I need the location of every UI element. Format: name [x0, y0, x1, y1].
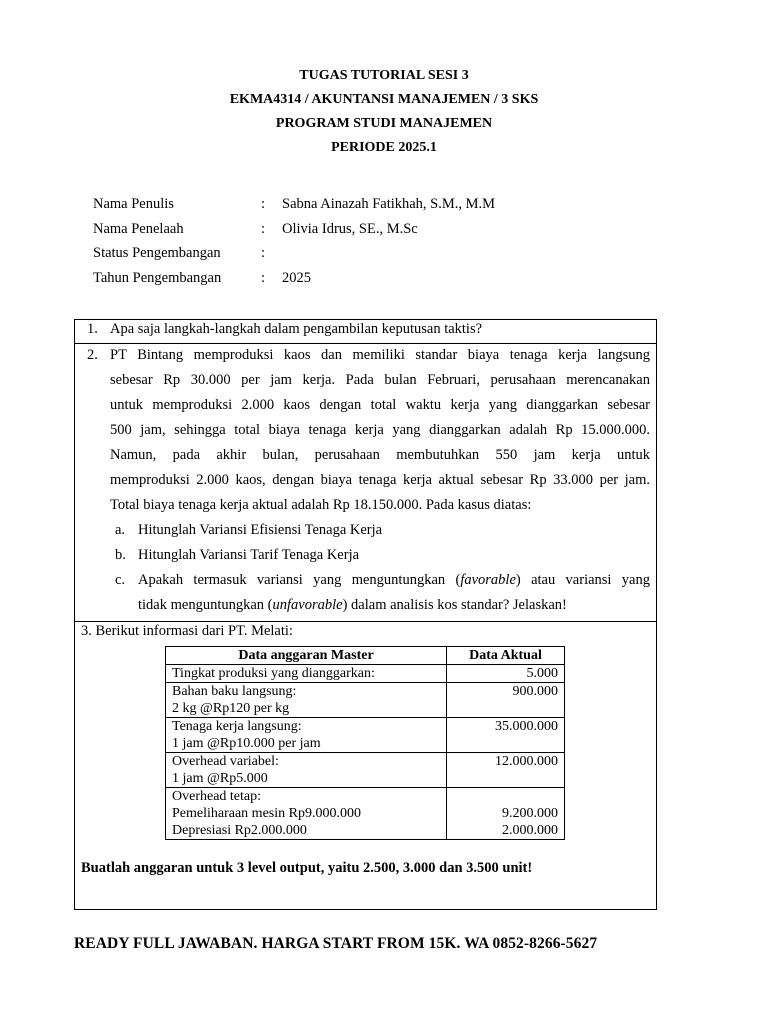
- table-cell: [166, 753, 447, 788]
- table-row: [166, 753, 565, 788]
- table-row: [166, 665, 565, 683]
- info-value: 2025: [282, 269, 311, 286]
- cell-line: 1 jam @Rp5.000: [172, 771, 268, 786]
- sub-text: Hitunglah Variansi Efisiensi Tenaga Kerja: [138, 522, 383, 538]
- sub-text: [138, 568, 650, 593]
- document-header: [0, 66, 768, 162]
- cell-line: [453, 788, 558, 805]
- column-header: Data anggaran Master: [166, 647, 447, 665]
- question-3-heading: 3. Berikut informasi dari PT. Melati:: [81, 623, 293, 639]
- info-colon: :: [261, 196, 266, 212]
- info-label: Nama Penelaah: [93, 220, 184, 237]
- info-value: Sabna Ainazah Fatikhah, S.M., M.M: [282, 196, 496, 212]
- table-cell: [166, 683, 447, 718]
- info-row-writer: [93, 194, 693, 219]
- cell-line: Bahan baku langsung:: [172, 684, 297, 699]
- question-line: sebesar Rp 30.000 per jam kerja. Pada bulan Februari, perusahaan merencanakan: [110, 372, 650, 388]
- question-number: 1.: [87, 321, 98, 337]
- info-colon: :: [261, 269, 266, 286]
- questions-box: [74, 319, 657, 910]
- table-cell: 900.000: [447, 683, 565, 718]
- sub-label: b.: [115, 547, 126, 563]
- question-3-task: Buatlah anggaran untuk 3 level output, yaitu 2.500, 3.000 dan 3.500 unit!: [81, 860, 533, 876]
- question-line: Namun, pada akhir bulan, perusahaan membutuhkan 550 jam kerja untuk: [110, 447, 650, 463]
- unfavorable-term: unfavorable: [272, 597, 343, 613]
- info-label: Tahun Pengembangan: [93, 269, 222, 286]
- table-cell: [166, 718, 447, 753]
- title-line-3: PROGRAM STUDI MANAJEMEN: [275, 116, 493, 131]
- author-info: [93, 194, 693, 292]
- info-row-year: [93, 268, 693, 293]
- cell-line: Pemeliharaan mesin Rp9.000.000: [172, 806, 361, 821]
- question-1: [75, 320, 656, 344]
- table-header-row: [166, 647, 565, 665]
- info-value: Olivia Idrus, SE., M.Sc: [282, 220, 418, 237]
- info-label: Nama Penulis: [93, 196, 174, 212]
- question-line: Total biaya tenaga kerja aktual adalah Rp 18.150.000. Pada kasus diatas:: [110, 497, 532, 513]
- cell-line: 2 kg @Rp120 per kg: [172, 701, 290, 716]
- info-label: Status Pengembangan: [93, 245, 221, 261]
- column-header: Data Aktual: [447, 647, 565, 665]
- sub-text-part: ) atau variansi yang: [515, 572, 650, 588]
- question-2-body: [110, 343, 650, 518]
- info-row-reviewer: [93, 219, 693, 244]
- table-row: [166, 788, 565, 840]
- table-row: [166, 718, 565, 753]
- cell-line: 2.000.000: [502, 823, 558, 838]
- question-line: untuk memproduksi 2.000 kaos dengan total waktu kerja yang dianggarkan sebesar: [110, 397, 650, 413]
- sub-label: c.: [115, 572, 126, 588]
- table-cell: 12.000.000: [447, 753, 565, 788]
- budget-table: [165, 646, 565, 840]
- question-line: 500 jam, sehingga total biaya tenaga kerja yang dianggarkan adalah Rp 15.000.000.: [110, 422, 650, 438]
- info-colon: :: [261, 245, 266, 261]
- table-row: [166, 683, 565, 718]
- table-cell: [447, 788, 565, 840]
- question-2: [75, 343, 656, 622]
- footer-note: READY FULL JAWABAN. HARGA START FROM 15K. WA 0852-8266-5627: [74, 935, 598, 952]
- sub-label: a.: [115, 522, 126, 538]
- cell-line: Overhead tetap:: [172, 789, 262, 804]
- table-cell: [166, 788, 447, 840]
- question-line: PT Bintang memproduksi kaos dan memiliki standar biaya tenaga kerja langsung: [110, 347, 650, 363]
- title-line-2: EKMA4314 / AKUNTANSI MANAJEMEN / 3 SKS: [229, 92, 539, 107]
- table-cell: 5.000: [447, 665, 565, 683]
- info-row-status: [93, 243, 693, 268]
- question-line: memproduksi 2.000 kaos, dengan biaya tenaga kerja aktual sebesar Rp 33.000 per jam.: [110, 472, 650, 488]
- favorable-term: favorable: [460, 572, 516, 588]
- table-cell: 35.000.000: [447, 718, 565, 753]
- sub-text-part: Apakah termasuk variansi yang menguntungkan (: [138, 572, 461, 588]
- table-cell: Tingkat produksi yang dianggarkan:: [166, 665, 447, 683]
- cell-line: 9.200.000: [502, 806, 558, 821]
- sub-text: [138, 593, 650, 618]
- sub-text: Hitunglah Variansi Tarif Tenaga Kerja: [138, 547, 360, 563]
- question-number: 2.: [87, 347, 98, 363]
- sub-text-part: ) dalam analisis kos standar? Jelaskan!: [342, 597, 567, 613]
- question-text: Apa saja langkah-langkah dalam pengambilan keputusan taktis?: [110, 321, 483, 337]
- cell-line: Depresiasi Rp2.000.000: [172, 823, 307, 838]
- info-colon: :: [261, 220, 266, 237]
- title-line-1: TUGAS TUTORIAL SESI 3: [299, 68, 469, 83]
- title-line-4: PERIODE 2025.1: [331, 140, 437, 155]
- cell-line: Tenaga kerja langsung:: [172, 719, 302, 734]
- cell-line: Overhead variabel:: [172, 754, 279, 769]
- cell-line: 1 jam @Rp10.000 per jam: [172, 736, 321, 751]
- sub-text-part: tidak menguntungkan (: [138, 597, 273, 613]
